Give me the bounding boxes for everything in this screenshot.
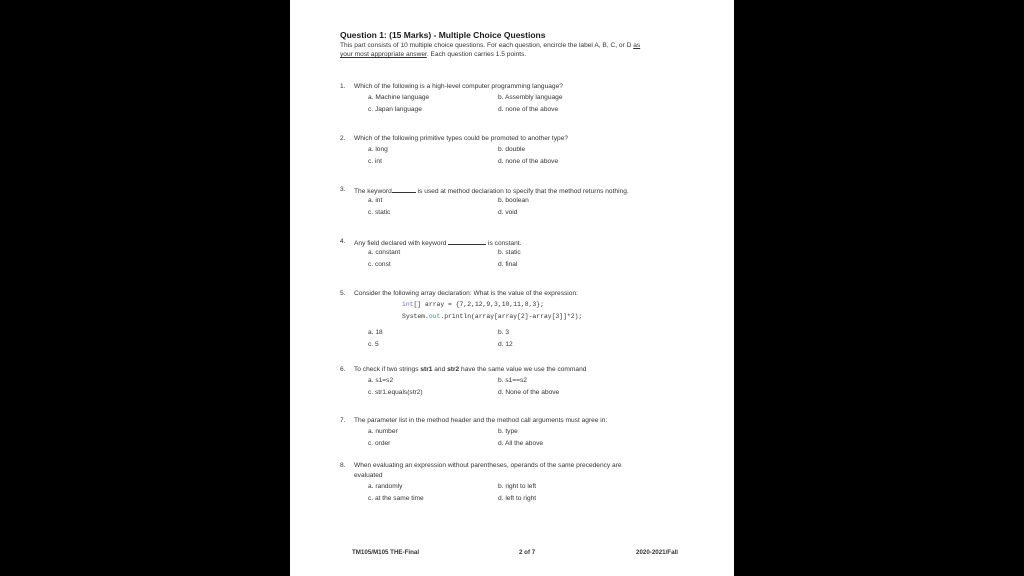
option-c: c. static [368,209,391,216]
question-1: 1. Which of the following is a high-level computer programming language? a. Machine language b. Assembly language c. Japan language d. none of the above [340,82,710,116]
option-c: c. 5 [368,341,379,348]
option-d: d. final [498,261,518,268]
question-2: 2. Which of the following primitive types could be promoted to another type? a. long b. double c. int d. none of the above [340,134,710,168]
question-8: 8. When evaluating an expression without parentheses, operands of the same precedency are evaluated a. randomly b. right to left c. at the same time d. left to right [340,461,710,505]
option-d: d. left to right [498,495,537,502]
option-c: c. str1.equals(str2) [368,389,423,396]
code-line-1: int[] array = {7,2,12,9,3,10,11,8,3}; [402,301,544,308]
option-c: c. int [368,158,382,165]
option-a: a. 18 [368,329,383,336]
option-a: a. int [368,197,383,204]
question-4: 4. Any field declared with keyword is constant. a. constant b. static c. const d. final [340,237,710,271]
footer-page-number: 2 of 7 [519,549,536,556]
section-title: Question 1: (15 Marks) - Multiple Choice Questions [340,30,546,40]
option-d: d. None of the above [498,389,560,396]
option-b: b. Assembly language [498,94,563,101]
option-c: c. const [368,261,391,268]
answer-blank [392,185,416,193]
section-intro: This part consists of 10 multiple choice questions. For each question, encircle the label A, B, C, or D as your most appropriate answer. Each question carries 1.5 points. [340,42,641,58]
question-7: 7. The parameter list in the method header and the method call arguments must agree in: a. number b. type c. order d. All the above [340,416,710,450]
option-b: b. s1==s2 [498,377,527,384]
question-6: 6. To check if two strings str1 and str2 have the same value we use the command a. s1=s2 b. s1==s2 c. str1.equals(str2) d. None of the above [340,365,710,399]
option-b: b. 3 [498,329,509,336]
option-c: c. at the same time [368,495,424,502]
option-a: a. number [368,428,398,435]
option-a: a. s1=s2 [368,377,394,384]
option-d: d. none of the above [498,158,559,165]
option-d: d. 12 [498,341,513,348]
option-b: b. boolean [498,197,529,204]
question-3: 3. The keyword is used at method declaration to specify that the method returns nothing. a. int b. boolean c. static d. void [340,185,710,219]
option-b: b. type [498,428,518,435]
code-line-2: System.out.println(array[array[2]-array[3]]*2); [402,313,583,320]
answer-blank [448,237,486,245]
option-a: a. long [368,146,388,153]
question-5: 5. Consider the following array declaration: What is the value of the expression: int[] array = {7,2,12,9,3,10,11,8,3}; System.out.println(array[array[2]-array[3]]*2); a. 18 b. 3 c. 5 d. 12 [340,289,710,351]
option-d: d. void [498,209,518,216]
option-a: a. constant [368,249,401,256]
page-content [340,30,710,502]
option-c: c. order [368,440,391,447]
option-c: c. Japan language [368,106,422,113]
footer-term: 2020-2021/Fall [636,549,678,556]
option-a: a. Machine language [368,94,430,101]
document-page [290,0,734,576]
option-a: a. randomly [368,483,403,490]
option-b: b. static [498,249,521,256]
option-b: b. right to left [498,483,537,490]
option-d: d. none of the above [498,106,559,113]
footer-course: TM105/M105 THE-Final [352,549,420,556]
option-d: d. All the above [498,440,544,447]
option-b: b. double [498,146,526,153]
